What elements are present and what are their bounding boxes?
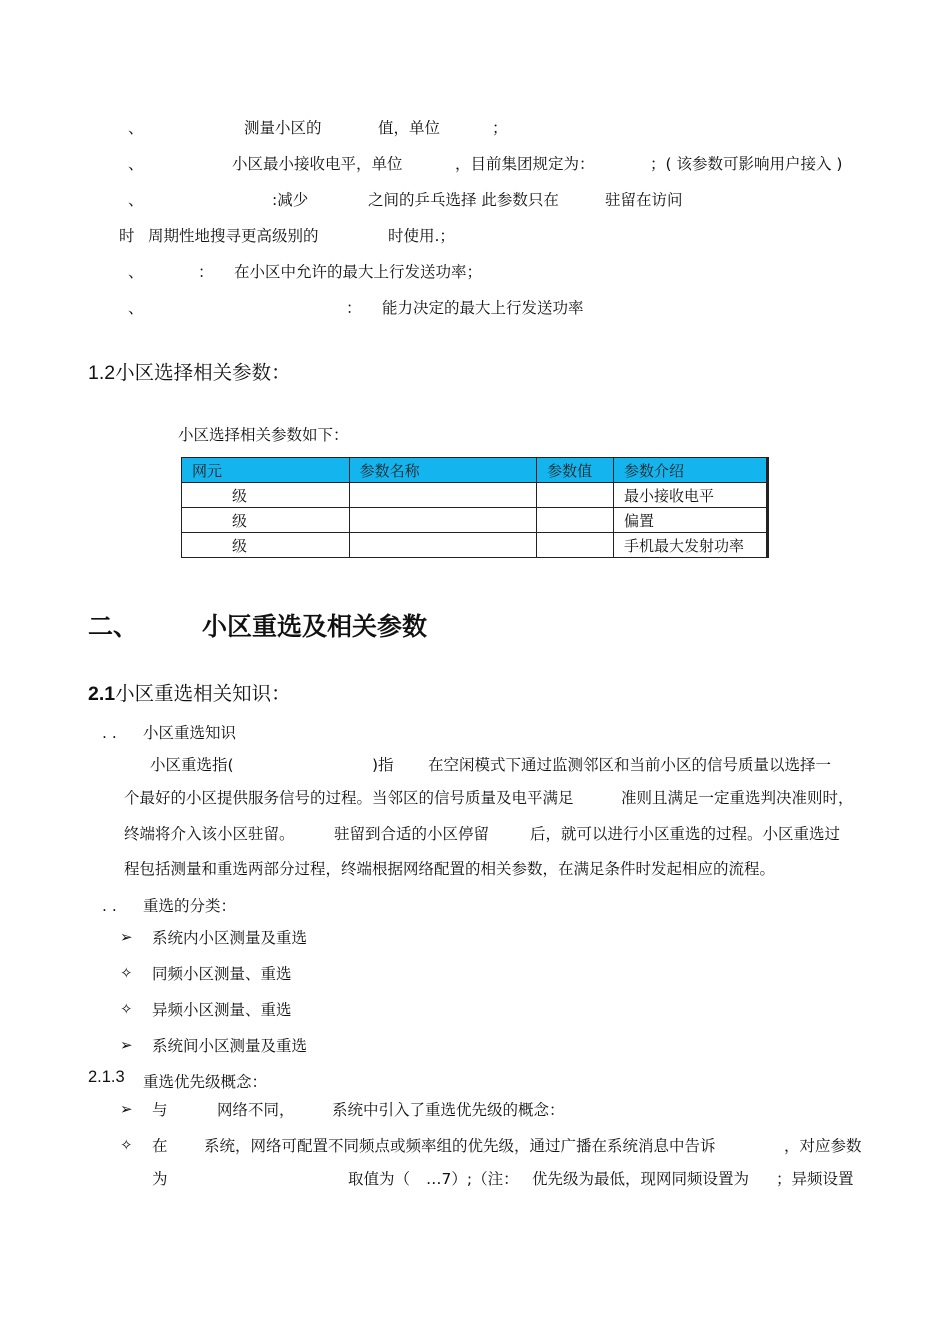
section-number: 2.1	[88, 683, 116, 705]
list-dot: 、	[128, 191, 144, 209]
param-text: 测量小区的	[244, 119, 322, 137]
table-cell: 级	[182, 508, 350, 533]
params-table	[181, 457, 769, 558]
table-header: 参数介绍	[613, 458, 767, 483]
section-heading-1-2	[88, 361, 291, 385]
star-bullet-icon: ✧	[120, 1136, 133, 1154]
list-item: ；异频设置	[776, 1170, 854, 1188]
param-text: 驻留在访问	[605, 191, 683, 209]
param-text: 时	[119, 227, 135, 245]
param-text: ，目前集团规定为：	[455, 155, 595, 173]
list-item: 系统间小区测量及重选	[152, 1037, 308, 1055]
param-text: ；	[492, 119, 508, 137]
list-item: ，对应参数	[784, 1137, 862, 1155]
table-cell: 级	[182, 533, 350, 558]
list-item: 异频小区测量、重选	[152, 1001, 292, 1019]
paragraph-text: 在空闲模式下通过监测邻区和当前小区的信号质量以选择一	[428, 756, 832, 774]
star-bullet-icon: ✧	[120, 1000, 133, 1018]
table-header: 网元	[182, 458, 350, 483]
param-text: 小区最小接收电平，单位	[232, 155, 403, 173]
table-cell: 偏置	[613, 508, 767, 533]
paragraph-text: 小区重选指(	[150, 756, 234, 774]
table-cell: 级	[182, 483, 350, 508]
table-cell	[349, 483, 537, 508]
param-text: 之间的乒乓选择 此参数只在	[368, 191, 559, 209]
list-item: 系统内小区测量及重选	[152, 929, 308, 947]
list-dot: 、	[128, 119, 144, 137]
list-item: 系统，网络可配置不同频点或频率组的优先级，通过广播在系统消息中告诉	[204, 1137, 716, 1155]
list-item: 在	[152, 1137, 168, 1155]
param-text: 在小区中允许的最大上行发送功率；	[234, 263, 483, 281]
section-heading-2-1	[88, 682, 291, 706]
table-row	[182, 483, 768, 508]
table-header: 参数名称	[349, 458, 537, 483]
param-text: 周期性地搜寻更高级别的	[148, 227, 319, 245]
section-number: 1.2	[88, 362, 116, 384]
param-text: :减少	[272, 191, 309, 209]
table-cell	[537, 533, 614, 558]
paragraph-text: 个最好的小区提供服务信号的过程。当邻区的信号质量及电平满足	[124, 789, 574, 807]
paragraph-text: )指	[372, 756, 394, 774]
list-item: 取值为（	[348, 1170, 411, 1188]
paragraph-text: 终端将介入该小区驻留。	[124, 825, 295, 843]
list-dot: 、	[128, 299, 144, 317]
subsection-title: 小区重选知识	[143, 724, 237, 742]
list-item: 与	[152, 1101, 168, 1119]
paragraph-text: 准则且满足一定重选判决准则时，	[621, 789, 854, 807]
table-cell: 手机最大发射功率	[613, 533, 767, 558]
table-cell: 最小接收电平	[613, 483, 767, 508]
list-item: 网络不同，	[217, 1101, 295, 1119]
paragraph-text: 驻留到合适的小区停留	[334, 825, 490, 843]
subsection-title: 重选优先级概念：	[143, 1073, 268, 1091]
table-cell	[537, 483, 614, 508]
list-item: 系统中引入了重选优先级的概念：	[332, 1101, 565, 1119]
colon: ：	[198, 263, 214, 281]
list-item: 为	[152, 1170, 168, 1188]
param-text: 值，单位	[378, 119, 441, 137]
arrow-bullet-icon: ➢	[120, 928, 133, 946]
list-item: …7）;（注：	[426, 1170, 519, 1188]
chapter-title: 小区重选及相关参数	[202, 612, 428, 641]
list-dot: 、	[128, 155, 144, 173]
subsection-number: . .	[102, 897, 117, 915]
param-text: ；( 该参数可影响用户接入 )	[650, 155, 843, 173]
table-row	[182, 533, 768, 558]
table-header: 参数值	[537, 458, 614, 483]
section-title: 小区重选相关知识：	[115, 682, 291, 705]
list-dot: 、	[128, 263, 144, 281]
table-cell	[537, 508, 614, 533]
subsection-number: . .	[102, 724, 117, 742]
subsection-number: 2.1.3	[88, 1068, 125, 1086]
table-cell	[349, 508, 537, 533]
colon: ：	[346, 299, 362, 317]
paragraph-text: 程包括测量和重选两部分过程，终端根据网络配置的相关参数，在满足条件时发起相应的流程。	[124, 860, 776, 878]
table-row	[182, 508, 768, 533]
section-title: 小区选择相关参数：	[115, 361, 291, 384]
list-item: 优先级为最低，现网同频设置为	[532, 1170, 750, 1188]
arrow-bullet-icon: ➢	[120, 1036, 133, 1054]
list-item: 同频小区测量、重选	[152, 965, 292, 983]
star-bullet-icon: ✧	[120, 964, 133, 982]
paragraph-text: 后，就可以进行小区重选的过程。小区重选过	[530, 825, 841, 843]
param-text: 时使用.；	[388, 227, 455, 245]
table-intro: 小区选择相关参数如下：	[178, 426, 349, 444]
chapter-number: 二、	[88, 612, 139, 641]
table-cell	[349, 533, 537, 558]
table-header-row	[182, 458, 768, 483]
subsection-title: 重选的分类：	[143, 897, 237, 915]
arrow-bullet-icon: ➢	[120, 1100, 133, 1118]
param-text: 能力决定的最大上行发送功率	[382, 299, 584, 317]
